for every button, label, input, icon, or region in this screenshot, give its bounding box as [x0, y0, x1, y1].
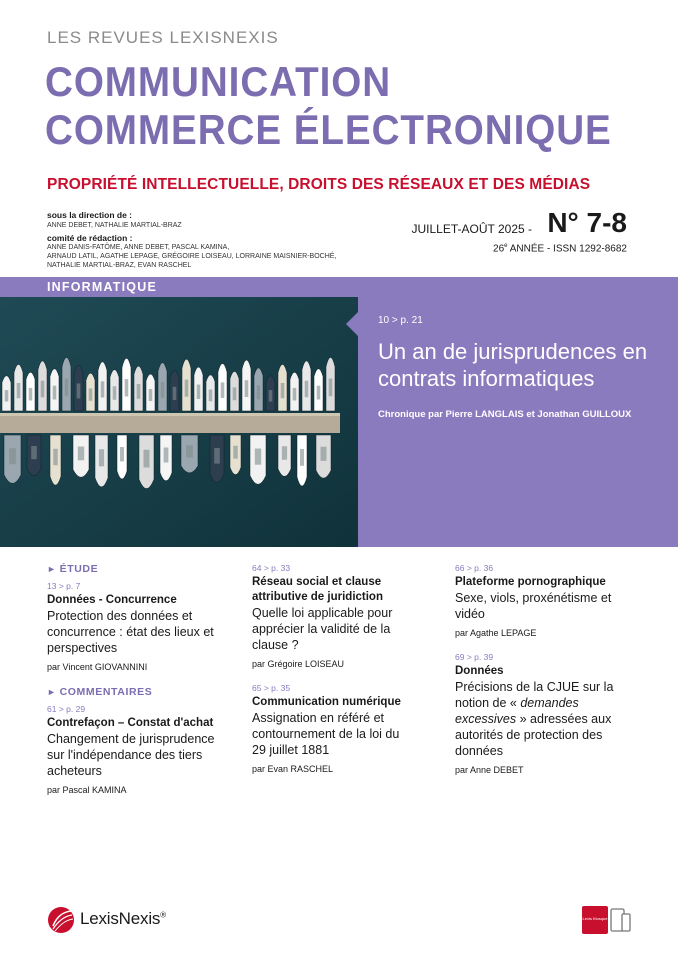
boat-cabin: [149, 389, 153, 401]
boat-cabin: [164, 448, 169, 463]
column-1: [47, 563, 227, 795]
boat-cabin: [293, 388, 297, 401]
boat-cabin: [329, 379, 333, 397]
direction-label: sous la direction de :: [47, 210, 133, 220]
editorial-board: [47, 210, 347, 270]
article-desc: Assignation en référé et contournement de la loi du 29 juillet 1881: [252, 711, 400, 757]
category-etude: [47, 563, 227, 575]
year-number: 26: [493, 243, 505, 255]
triangle-icon: ►: [47, 687, 60, 697]
desc-italic: demandes excessives: [455, 696, 579, 726]
article-ref: 65 > p. 35: [252, 683, 291, 693]
article-ref: 69 > p. 39: [455, 652, 494, 662]
boat-cabin: [101, 381, 105, 397]
boat-cabin: [305, 381, 309, 398]
article-title: Données: [455, 665, 504, 677]
article-title: Réseau social et clause attributive de juridiction: [252, 576, 383, 603]
issue-date: JUILLET-AOÛT 2025 -: [411, 222, 532, 236]
article-desc: Changement de jurisprudence sur l'indépendance des tiers acheteurs: [47, 732, 215, 778]
boat-cabin: [29, 388, 33, 401]
article-ref: 61 > p. 29: [47, 704, 86, 714]
article-author: par Evan RASCHEL: [252, 764, 334, 774]
boat-cabin: [144, 450, 150, 468]
committee-label: comité de rédaction :: [47, 233, 133, 243]
trademark: ®: [160, 910, 166, 920]
feature-title: Un an de jurisprudences en contrats informatiques: [378, 339, 648, 391]
article-title: Plateforme pornographique: [455, 576, 606, 588]
desc-part: » adressées aux autorités de protection des données: [455, 712, 612, 758]
devices-icons: [610, 906, 632, 939]
boat-cabin: [113, 386, 117, 400]
feature-ref: 10 > p. 21: [378, 315, 423, 326]
article-author: par Anne DEBET: [455, 765, 524, 775]
committee-names-2: ARNAUD LATIL, AGATHE LEPAGE, GRÉGOIRE LOISEAU, LORRAINE MAISNIER-BOCHÉ,: [47, 253, 337, 260]
journal-subtitle: PROPRIÉTÉ INTELLECTUELLE, DROITS DES RÉSEAUX ET DES MÉDIAS: [47, 176, 591, 193]
marina-photo: [0, 297, 358, 547]
boat-cabin: [269, 390, 273, 401]
lexisnexis-logo-icon: [47, 906, 75, 932]
boat-cabin: [53, 449, 57, 466]
boat-cabin: [125, 379, 129, 396]
boat-cabin: [281, 383, 285, 398]
issue-number: N° 7-8: [547, 207, 627, 238]
boat-cabin: [186, 445, 193, 457]
direction-names: ANNE DEBET, NATHALIE MARTIAL-BRAZ: [47, 222, 182, 229]
article-author: par Grégoire LOISEAU: [252, 659, 345, 669]
category-commentaires-label: COMMENTAIRES: [59, 686, 153, 698]
panel-notch: [346, 312, 358, 336]
boat-cabin: [161, 382, 165, 398]
triangle-icon: ►: [47, 564, 60, 574]
column-2: [252, 563, 412, 774]
boat-cabin: [317, 386, 321, 400]
article-desc: Protection des données et concurrence : état des lieux et perspectives: [47, 609, 214, 655]
article-author: par Vincent GIOVANNINI: [47, 662, 148, 672]
article-ref: 13 > p. 7: [47, 581, 81, 591]
boat-cabin: [185, 380, 189, 397]
boat-cabin: [31, 446, 37, 459]
article-title: Contrefaçon – Constat d'achat: [47, 717, 214, 729]
article-author: par Pascal KAMINA: [47, 785, 127, 795]
article-ref: 64 > p. 33: [252, 563, 291, 573]
boat-cabin: [65, 379, 69, 397]
phone-icon: [622, 914, 630, 931]
boat-cabin: [17, 383, 21, 398]
publisher-name: [80, 909, 166, 929]
issue-year-issn: [493, 243, 627, 254]
article-ref: 66 > p. 36: [455, 563, 494, 573]
boat-cabin: [9, 448, 16, 464]
boat-cabin: [120, 447, 124, 461]
desc-part: Précisions de la CJUE sur la notion de «: [455, 680, 614, 710]
boat-cabin: [300, 449, 304, 466]
column-3: [455, 563, 630, 775]
boat-cabin: [321, 447, 327, 461]
committee-names-3: NATHALIE MARTIAL-BRAZ, EVAN RASCHEL: [47, 262, 192, 269]
boat-cabin: [245, 380, 249, 397]
boat-cabin: [209, 390, 213, 402]
boat-cabin: [173, 387, 177, 400]
journal-title-line2: COMMERCE ÉLECTRONIQUE: [45, 106, 612, 153]
feature-author: Chronique par Pierre LANGLAIS et Jonathan GUILLOUX: [378, 409, 632, 420]
boat-cabin: [255, 449, 261, 465]
boat-cabin: [197, 385, 201, 399]
year-suffix: e: [504, 243, 508, 249]
article-desc: Sexe, viols, proxénétisme et vidéo: [455, 591, 612, 621]
boat-cabin: [233, 387, 237, 400]
boat-cabin: [282, 446, 287, 460]
kiosque-badge: Lexis Kiosque: [582, 906, 608, 934]
article-author: par Agathe LEPAGE: [455, 628, 537, 638]
article-desc: Quelle loi applicable pour apprécier la validité de la clause ?: [252, 606, 393, 652]
category-commentaires: [47, 686, 227, 698]
boat-cabin: [137, 384, 141, 399]
boat-cabin: [214, 448, 220, 464]
year-issn-text: ANNÉE - ISSN 1292-8682: [507, 243, 627, 255]
article-title: Données - Concurrence: [47, 594, 177, 606]
boat-cabin: [99, 449, 104, 466]
boat-cabin: [53, 386, 57, 400]
boat-cabin: [233, 446, 237, 459]
boat-cabin: [41, 381, 45, 398]
boat-cabin: [78, 447, 84, 461]
boat-cabin: [221, 382, 225, 398]
boat-cabin: [77, 384, 81, 399]
committee-names-1: ANNE DANIS-FATÔME, ANNE DEBET, PASCAL KAMINA,: [47, 244, 230, 251]
boat-cabin: [89, 388, 93, 400]
boat-cabin: [257, 385, 261, 399]
series-label: LES REVUES LEXISNEXIS: [47, 28, 279, 47]
section-tab-informatique: INFORMATIQUE: [0, 277, 358, 297]
article-desc: [455, 679, 630, 759]
publisher-label: LexisNexis: [80, 909, 161, 928]
journal-title-line1: COMMUNICATION: [45, 58, 392, 105]
category-etude-label: ÉTUDE: [59, 563, 99, 575]
article-title: Communication numérique: [252, 696, 401, 708]
boat-cabin: [5, 390, 9, 401]
